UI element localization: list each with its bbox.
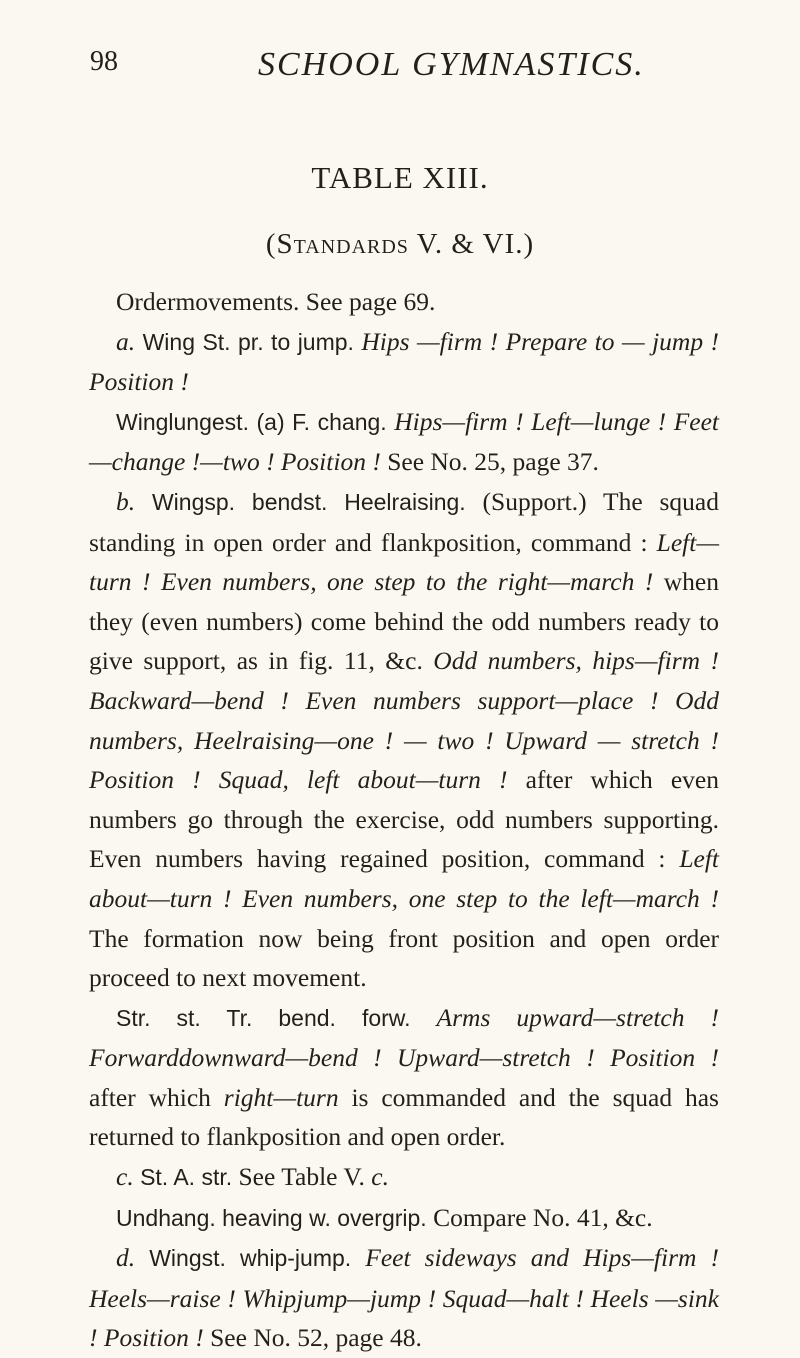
text-segment: Arms upward—stretch ! Forwarddownward—bend ! Upward—stretch ! Position !	[89, 1002, 719, 1073]
text-segment: Str. st. Tr. bend. forw.	[116, 1004, 437, 1031]
text-segment: c.	[371, 1162, 389, 1192]
paragraph-d	[89, 1238, 719, 1358]
paragraph-a	[89, 322, 719, 402]
paragraph-winglungest	[89, 402, 719, 482]
paragraph-c	[89, 1157, 719, 1198]
text-segment: St. A. str.	[140, 1164, 233, 1191]
text-segment: after which	[89, 1082, 224, 1112]
standards-subtitle: (Standards V. & VI.)	[265, 228, 535, 260]
text-segment: Hips—firm ! Left—lunge ! Feet—change !—two ! Position !	[89, 406, 719, 477]
exercise-text	[89, 282, 719, 1358]
text-segment: Odd numbers, hips—firm ! Backward—bend ! Even numbers support—place ! Odd numbers, Heelraising—one ! — two ! Upward — stretch ! Position ! Squad, left about—turn !	[89, 646, 720, 795]
text-segment: Feet sideways and Hips—firm ! Heels—raise ! Whipjump—jump ! Squad—halt ! Heels —sink ! Position !	[89, 1243, 720, 1353]
text-segment: is commanded and the squad has returned to flankposition and open order.	[89, 1082, 719, 1152]
text-segment: See Table V.	[232, 1162, 372, 1192]
paragraph-ordermovements	[89, 282, 719, 322]
text-segment: a.	[116, 326, 143, 356]
text-segment: See No. 52, page 48.	[203, 1323, 422, 1353]
page-number: 98	[90, 46, 118, 77]
text-segment: after which even numbers go through the exercise, odd numbers supporting. Even numbers having regained position, command :	[89, 765, 719, 874]
text-segment: Compare No. 41, &c.	[426, 1202, 653, 1232]
paragraph-str	[89, 998, 719, 1157]
text-segment: Undhang. heaving w. overgrip.	[116, 1204, 427, 1231]
text-segment: The formation now being front position and open order proceed to next movement.	[89, 923, 719, 993]
text-segment: d.	[116, 1243, 150, 1273]
text-segment: Wing St. pr. to jump.	[142, 328, 362, 355]
paragraph-undhang	[89, 1198, 719, 1239]
table-title: TABLE XIII.	[311, 160, 489, 195]
text-segment: Winglungest. (a) F. chang.	[116, 408, 395, 435]
text-segment: right—turn	[223, 1082, 339, 1112]
running-title: SCHOOL GYMNASTICS.	[258, 46, 645, 83]
text-segment: Hips —firm ! Prepare to — jump ! Position !	[89, 326, 720, 397]
text-segment: Ordermovements. See page 69.	[116, 287, 436, 316]
text-segment: Left—turn ! Even numbers, one step to the right—march !	[89, 527, 719, 597]
text-segment: Wingsp. bendst. Heelraising.	[151, 488, 466, 515]
text-segment: c.	[116, 1162, 141, 1192]
text-segment: (Support.) The squad standing in open order and flankposition, command :	[89, 486, 719, 557]
text-segment: b.	[116, 486, 152, 516]
paragraph-b	[89, 482, 719, 998]
text-segment: Wingst. whip-jump.	[149, 1245, 366, 1272]
text-segment: See No. 25, page 37.	[380, 447, 599, 477]
text-segment: when they (even numbers) come behind the odd numbers ready to give support, as in fig. 11, &c.	[89, 567, 719, 676]
text-segment: Left about—turn ! Even numbers, one step to the left—march !	[89, 844, 719, 913]
